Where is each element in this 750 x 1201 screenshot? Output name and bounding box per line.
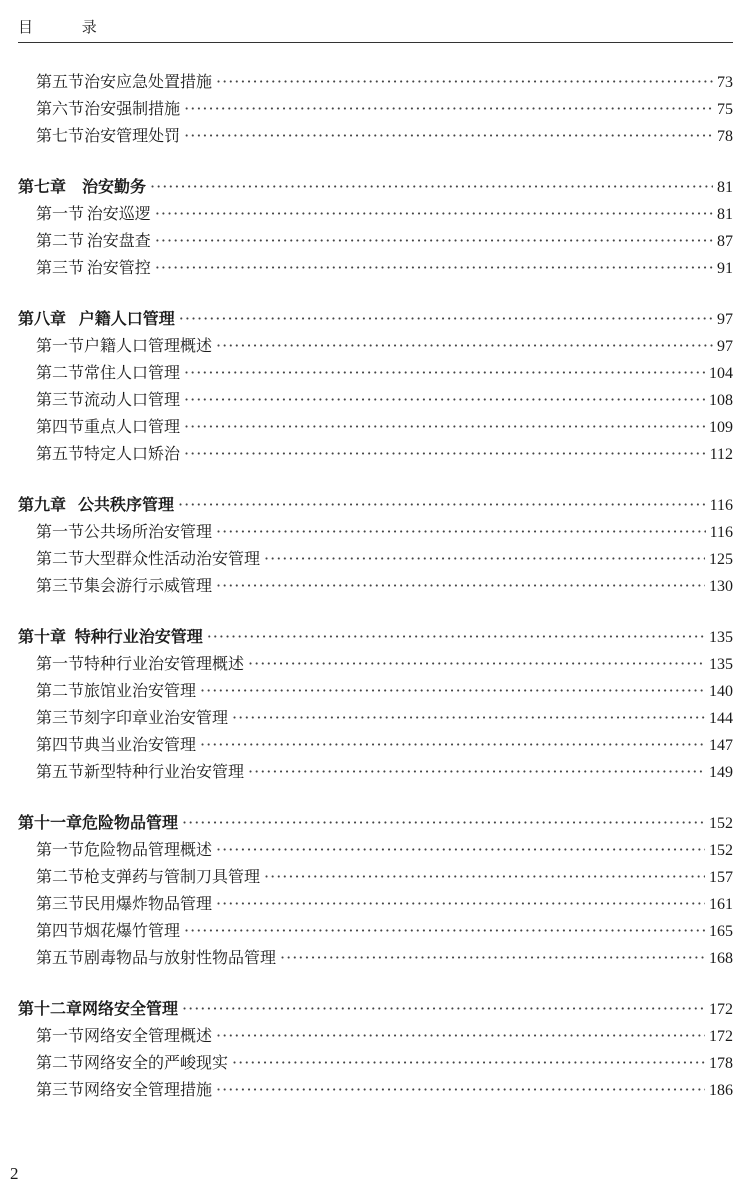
entry-page: 81 <box>717 179 733 196</box>
dot-leader <box>248 650 705 677</box>
toc-section-entry <box>18 440 733 467</box>
entry-title: 民用爆炸物品管理 <box>84 894 213 913</box>
entry-page: 161 <box>709 896 733 913</box>
entry-number: 第十章 <box>18 627 67 646</box>
dot-leader <box>232 1049 705 1076</box>
entry-page: 91 <box>717 260 733 277</box>
toc-chapter-entry <box>18 491 733 518</box>
entry-page: 75 <box>717 101 733 118</box>
dot-leader <box>155 200 713 227</box>
toc-section-entry <box>18 731 733 758</box>
toc-section-entry <box>18 1049 733 1076</box>
dot-leader <box>264 863 705 890</box>
toc-group <box>18 491 733 599</box>
toc-chapter-entry <box>18 995 733 1022</box>
entry-page: 116 <box>709 524 733 541</box>
entry-number: 第三节 <box>36 1080 85 1099</box>
entry-page: 172 <box>709 1028 733 1045</box>
entry-page: 135 <box>709 656 733 673</box>
dot-leader <box>216 890 705 917</box>
entry-title: 网络安全管理 <box>82 999 179 1018</box>
entry-number: 第三节 <box>36 708 85 727</box>
entry-page: 108 <box>709 392 733 409</box>
entry-title: 新型特种行业治安管理 <box>84 762 245 781</box>
entry-title: 户籍人口管理 <box>78 309 175 328</box>
dot-leader <box>182 809 705 836</box>
dot-leader <box>216 518 706 545</box>
entry-number: 第三节 <box>36 258 85 277</box>
entry-number: 第六节 <box>36 99 85 118</box>
toc-section-entry <box>18 863 733 890</box>
dot-leader <box>184 413 705 440</box>
entry-title: 特种行业治安管理概述 <box>84 654 245 673</box>
entry-number: 第四节 <box>36 735 85 754</box>
entry-title: 集会游行示威管理 <box>84 576 213 595</box>
toc-section-entry <box>18 68 733 95</box>
entry-number: 第二节 <box>36 231 85 250</box>
table-of-contents <box>18 68 733 1127</box>
entry-title: 特种行业治安管理 <box>74 627 203 646</box>
dot-leader <box>150 173 713 200</box>
entry-number: 第一节 <box>36 654 85 673</box>
entry-title: 网络安全管理措施 <box>84 1080 213 1099</box>
entry-title: 特定人口矫治 <box>84 444 181 463</box>
entry-number: 第一节 <box>36 204 85 223</box>
entry-page: 178 <box>709 1055 733 1072</box>
entry-number: 第四节 <box>36 921 85 940</box>
entry-title: 治安盘查 <box>86 231 151 250</box>
entry-page: 73 <box>717 74 733 91</box>
dot-leader <box>184 386 705 413</box>
toc-group <box>18 995 733 1103</box>
entry-page: 152 <box>709 842 733 859</box>
entry-page: 109 <box>709 419 733 436</box>
toc-group <box>18 68 733 149</box>
toc-section-entry <box>18 890 733 917</box>
entry-page: 140 <box>709 683 733 700</box>
dot-leader <box>264 545 705 572</box>
entry-title: 刻字印章业治安管理 <box>84 708 229 727</box>
toc-section-entry <box>18 386 733 413</box>
entry-number: 第二节 <box>36 363 85 382</box>
entry-number: 第二节 <box>36 867 85 886</box>
dot-leader <box>207 623 705 650</box>
entry-number: 第三节 <box>36 390 85 409</box>
entry-title: 大型群众性活动治安管理 <box>84 549 261 568</box>
dot-leader <box>200 731 705 758</box>
dot-leader <box>155 254 713 281</box>
dot-leader <box>182 995 705 1022</box>
entry-title: 治安应急处置措施 <box>84 72 213 91</box>
dot-leader <box>179 305 713 332</box>
header-title: 目 录 <box>18 18 119 36</box>
entry-number: 第五节 <box>36 948 85 967</box>
toc-section-entry <box>18 200 733 227</box>
entry-page: 172 <box>709 1001 733 1018</box>
entry-number: 第二节 <box>36 549 85 568</box>
entry-page: 112 <box>709 446 733 463</box>
dot-leader <box>232 704 705 731</box>
entry-number: 第十一章 <box>18 813 83 832</box>
entry-title: 治安强制措施 <box>84 99 181 118</box>
entry-number: 第二节 <box>36 681 85 700</box>
dot-leader <box>216 572 705 599</box>
entry-title: 危险物品管理概述 <box>84 840 213 859</box>
dot-leader <box>184 359 705 386</box>
toc-group <box>18 809 733 971</box>
entry-title: 流动人口管理 <box>84 390 181 409</box>
dot-leader <box>216 68 713 95</box>
entry-number: 第三节 <box>36 894 85 913</box>
running-header <box>18 14 733 43</box>
toc-chapter-entry <box>18 809 733 836</box>
entry-number: 第二节 <box>36 1053 85 1072</box>
toc-group <box>18 305 733 467</box>
dot-leader <box>216 1022 705 1049</box>
dot-leader <box>184 917 705 944</box>
toc-section-entry <box>18 122 733 149</box>
entry-page: 104 <box>709 365 733 382</box>
toc-chapter-entry <box>18 623 733 650</box>
dot-leader <box>216 332 713 359</box>
entry-title: 枪支弹药与管制刀具管理 <box>84 867 261 886</box>
toc-section-entry <box>18 359 733 386</box>
entry-page: 168 <box>709 950 733 967</box>
toc-section-entry <box>18 650 733 677</box>
dot-leader <box>248 758 705 785</box>
entry-page: 165 <box>709 923 733 940</box>
toc-section-entry <box>18 944 733 971</box>
dot-leader <box>178 491 706 518</box>
entry-number: 第一节 <box>36 840 85 859</box>
entry-number: 第十二章 <box>18 999 83 1018</box>
entry-number: 第五节 <box>36 72 85 91</box>
entry-title: 常住人口管理 <box>84 363 181 382</box>
entry-title: 重点人口管理 <box>84 417 181 436</box>
toc-section-entry <box>18 1076 733 1103</box>
dot-leader <box>184 95 713 122</box>
entry-number: 第三节 <box>36 576 85 595</box>
entry-number: 第一节 <box>36 1026 85 1045</box>
dot-leader <box>184 440 706 467</box>
entry-page: 81 <box>717 206 733 223</box>
toc-section-entry <box>18 95 733 122</box>
entry-title: 治安巡逻 <box>86 204 151 223</box>
toc-section-entry <box>18 704 733 731</box>
entry-number: 第一节 <box>36 336 85 355</box>
entry-page: 152 <box>709 815 733 832</box>
entry-number: 第一节 <box>36 522 85 541</box>
entry-title: 公共场所治安管理 <box>84 522 213 541</box>
page-number: 2 <box>10 1164 19 1183</box>
entry-title: 烟花爆竹管理 <box>84 921 181 940</box>
entry-title: 户籍人口管理概述 <box>84 336 213 355</box>
entry-number: 第四节 <box>36 417 85 436</box>
entry-page: 186 <box>709 1082 733 1099</box>
entry-page: 130 <box>709 578 733 595</box>
entry-number: 第七节 <box>36 126 85 145</box>
dot-leader <box>155 227 713 254</box>
entry-title: 网络安全管理概述 <box>84 1026 213 1045</box>
toc-section-entry <box>18 545 733 572</box>
toc-section-entry <box>18 332 733 359</box>
entry-title: 危险物品管理 <box>82 813 179 832</box>
toc-section-entry <box>18 917 733 944</box>
toc-section-entry <box>18 227 733 254</box>
entry-number: 第七章 <box>18 177 67 196</box>
entry-page: 97 <box>717 338 733 355</box>
entry-number: 第五节 <box>36 762 85 781</box>
entry-page: 144 <box>709 710 733 727</box>
entry-page: 116 <box>709 497 733 514</box>
toc-section-entry <box>18 677 733 704</box>
dot-leader <box>200 677 705 704</box>
entry-title: 网络安全的严峻现实 <box>84 1053 229 1072</box>
entry-title: 剧毒物品与放射性物品管理 <box>84 948 277 967</box>
dot-leader <box>280 944 705 971</box>
dot-leader <box>184 122 713 149</box>
entry-page: 78 <box>717 128 733 145</box>
entry-number: 第五节 <box>36 444 85 463</box>
entry-page: 149 <box>709 764 733 781</box>
toc-section-entry <box>18 572 733 599</box>
entry-page: 147 <box>709 737 733 754</box>
entry-number: 第八章 <box>18 309 67 328</box>
entry-title: 治安管控 <box>86 258 151 277</box>
entry-title: 典当业治安管理 <box>84 735 197 754</box>
toc-section-entry <box>18 836 733 863</box>
entry-title: 治安勤务 <box>82 177 147 196</box>
entry-page: 125 <box>709 551 733 568</box>
toc-section-entry <box>18 413 733 440</box>
toc-section-entry <box>18 758 733 785</box>
toc-chapter-entry <box>18 305 733 332</box>
entry-title: 旅馆业治安管理 <box>84 681 197 700</box>
dot-leader <box>216 1076 705 1103</box>
toc-section-entry <box>18 518 733 545</box>
entry-page: 157 <box>709 869 733 886</box>
toc-group <box>18 623 733 785</box>
toc-chapter-entry <box>18 173 733 200</box>
entry-title: 治安管理处罚 <box>84 126 181 145</box>
toc-section-entry <box>18 254 733 281</box>
toc-group <box>18 173 733 281</box>
entry-page: 135 <box>709 629 733 646</box>
toc-section-entry <box>18 1022 733 1049</box>
entry-number: 第九章 <box>18 495 67 514</box>
entry-page: 97 <box>717 311 733 328</box>
entry-title: 公共秩序管理 <box>78 495 175 514</box>
entry-page: 87 <box>717 233 733 250</box>
dot-leader <box>216 836 705 863</box>
